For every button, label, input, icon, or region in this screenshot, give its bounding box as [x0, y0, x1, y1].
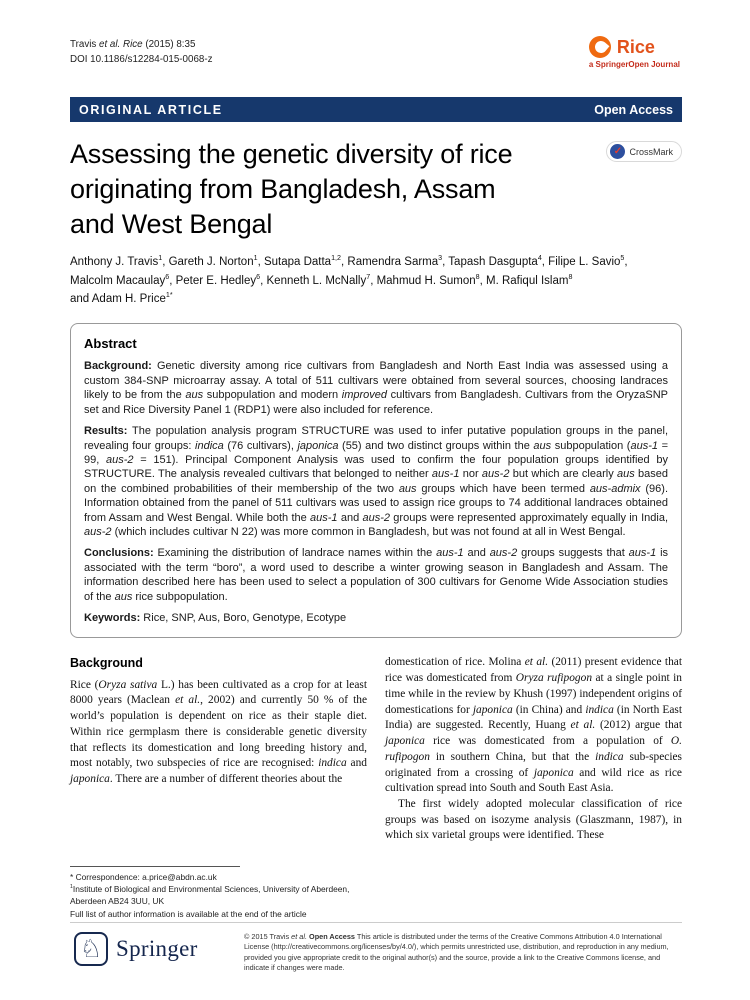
footnotes — [70, 866, 372, 920]
abstract-heading: Abstract — [84, 336, 137, 352]
open-access-label: Open Access — [594, 102, 673, 117]
abstract-keywords: Keywords: Rice, SNP, Aus, Boro, Genotype, Ecotype — [84, 611, 347, 624]
abstract-box — [70, 323, 682, 638]
license-text: © 2015 Travis et al. Open Access This article is distributed under the terms of the Creative Commons Attribution 4.0 International License (http://creativecommons.org/licenses/by/4.0/), which permits unrestricted use, distribution, and reproduction in any medium, provided you give appropriate credit to the original author(s) and the source, provide a link to the Creative Commons license, and indicate if changes were made. — [244, 932, 669, 973]
abstract-background: Background: Genetic diversity among rice cultivars from Bangladesh and North East India was assessed using a custom 384-SNP microarray assay. A total of 511 cultivars were obtained from several sources, choosing landraces likely to be from the aus subpopulation and modern improved cultivars from Bangladesh. Cultivars from the OryzaSNP set and Rice Diversity Panel 1 (RDP1) were also included for reference. — [84, 360, 668, 416]
citation-line: Travis et al. Rice (2015) 8:35 — [70, 39, 196, 50]
journal-tagline: a SpringerOpen Journal — [588, 60, 680, 69]
springer-horse-icon: ♘ — [74, 932, 108, 966]
abstract-results: Results: The population analysis program STRUCTURE was used to infer putative population groups in the panel, revealing four groups: indica (76 cultivars), japonica (55) and two distinct groups within the aus subpopulation (aus-1 = 99, aus-2 = 151). Principal Component Analysis was used to confirm the four population groups identified by STRUCTURE. The analysis revealed cultivars that belonged to neither aus-1 nor aus-2 but which are clearly aus based on the combined probabilities of their membership of the two aus groups which have been termed aus-admix (96). Information obtained from the panel of 511 cultivars was used to assign rice groups to 74 additional landraces obtained from Assam and West Bengal. While both the aus-1 and aus-2 groups were represented approximately equally in India, aus-2 (which includes cultivar N 22) was more common in Bangladesh, but was not found at all in West Bengal. — [84, 425, 669, 538]
author-info-note: Full list of author information is available at the end of the article — [70, 908, 307, 919]
author-list: Anthony J. Travis$^1$, Gareth J. Norton$^1$, Sutapa Datta$^{1,2}$, Ramendra Sarma$^3$, Tapash Dasgupta$^4$, Filipe L. Savio$^5$, Malcolm Macaulay$^6$, Peter E. Hedley$^6$, Kenneth L. McNally$^7$, Mahmud H. Sumon$^8$, M. Rafiqul Islam$^8$ and Adam H. Price$^{1*}$ — [70, 254, 628, 306]
page-footer — [70, 922, 682, 973]
right-column — [385, 655, 682, 844]
crossmark-badge[interactable] — [606, 141, 682, 162]
page-header — [70, 38, 682, 69]
body-paragraph: Rice (Oryza sativa L.) has been cultivated as a crop for at least 8000 years (Maclean et al., 2002) and currently 50 % of the world’s population is dependent on rice as their staple diet. Within rice germplasm there is considerable genetic diversity that reflects its domestication and long breeding history and, most notably, two subspecies of rice are recognised: indica and japonica. There are a number of different theories about the — [70, 678, 368, 786]
publisher-name: Springer — [116, 936, 198, 961]
crossmark-label: CrossMark — [629, 146, 673, 157]
page-content — [70, 0, 683, 973]
citation-block — [70, 38, 213, 67]
rice-grain-icon — [589, 36, 611, 58]
doi-line: DOI 10.1186/s12284-015-0068-z — [70, 53, 213, 65]
section-heading-background: Background — [70, 656, 143, 671]
article-body — [70, 655, 682, 844]
footnote-rule — [70, 866, 240, 867]
article-type-label: ORIGINAL ARTICLE — [79, 102, 223, 117]
affiliation-line: $^1$Institute of Biological and Environmental Sciences, University of Aberdeen, Aberdeen AB24 3UU, UK — [70, 884, 350, 907]
journal-name: Rice — [616, 36, 655, 57]
abstract-conclusions: Conclusions: Examining the distribution of landrace names within the aus-1 and aus-2 groups suggests that aus-1 is associated with the term “boro”, a word used to describe a winter growing season in Bangladesh and Assam. The information described here has been used to select a population of 300 cultivars for Genome Wide Association studies of the aus rice subpopulation. — [84, 547, 669, 603]
springer-logo — [74, 932, 198, 966]
body-paragraph: The first widely adopted molecular classification of rice groups was based on isozyme analysis (Glaszmann, 1987), in which six varietal groups were identified. These — [385, 797, 682, 842]
article-type-banner — [70, 97, 682, 122]
journal-logo — [589, 36, 680, 69]
body-paragraph: domestication of rice. Molina et al. (2011) present evidence that rice was domesticated from Oryza rufipogon at a single point in time while in the review by Khush (1997) independent origins of domestications for japonica (in China) and indica (in North East India) are suggested. Recently, Huang et al. (2012) argue that japonica rice was domesticated from a population of O. rufipogon in southern China, but that the indica sub-species originated from a crossing of japonica and wild rice as rice cultivation spread into South and South East Asia. — [385, 656, 683, 795]
crossmark-check-icon: ✓ — [610, 144, 625, 159]
correspondence-line[interactable]: * Correspondence: a.price@abdn.ac.uk — [70, 872, 217, 882]
left-column — [70, 655, 367, 844]
journal-logo-row — [589, 36, 680, 58]
article-title: Assessing the genetic diversity of rice originating from Bangladesh, Assam and West Bengal — [70, 139, 513, 240]
